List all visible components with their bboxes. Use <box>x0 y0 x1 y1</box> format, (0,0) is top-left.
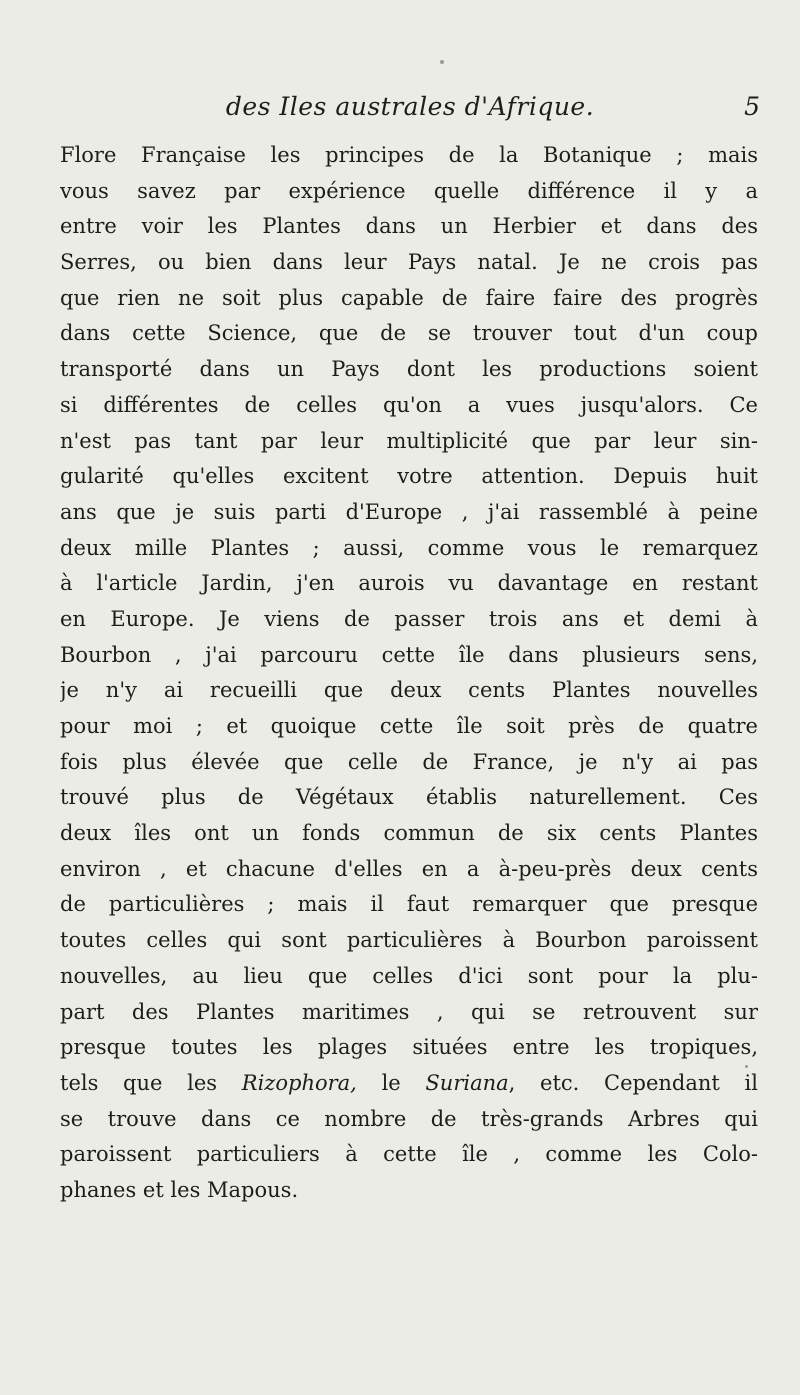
text-line: deux mille Plantes ; aussi, comme vous le remarquez <box>60 535 758 560</box>
body-text <box>60 138 758 1209</box>
running-title: des Iles australes d'Afrique. <box>225 92 595 121</box>
text-line: n'est pas tant par leur multiplicité que par leur sin- <box>60 428 758 453</box>
text-segment: le <box>356 1070 426 1095</box>
paper-speck <box>440 60 444 64</box>
text-line: entre voir les Plantes dans un Herbier et dans des <box>60 214 758 239</box>
text-line-last: phanes et les Mapous. <box>60 1177 299 1202</box>
text-line: en Europe. Je viens de passer trois ans et demi à <box>60 606 758 631</box>
text-line: si différentes de celles qu'on a vues jusqu'alors. Ce <box>60 392 758 417</box>
text-line: se trouve dans ce nombre de très-grands Arbres qui <box>60 1106 758 1131</box>
text-line: vous savez par expérience quelle différence il y a <box>60 178 758 203</box>
text-line: deux îles ont un fonds commun de six cents Plantes <box>60 821 758 846</box>
text-line: ans que je suis parti d'Europe , j'ai rassemblé à peine <box>60 499 758 524</box>
text-line: de particulières ; mais il faut remarquer que presque <box>60 892 758 917</box>
text-line: trouvé plus de Végétaux établis naturellement. Ces <box>60 785 758 810</box>
text-segment: tels que les <box>60 1070 242 1095</box>
running-head <box>60 92 760 132</box>
text-line: Bourbon , j'ai parcouru cette île dans plusieurs sens, <box>60 642 758 667</box>
text-line: paroissent particuliers à cette île , comme les Colo- <box>60 1142 758 1167</box>
text-line: toutes celles qui sont particulières à Bourbon paroissent <box>60 928 758 953</box>
text-line: Flore Française les principes de la Botanique ; mais <box>60 143 758 167</box>
text-segment: , etc. Cependant il <box>508 1070 758 1095</box>
text-line: gularité qu'elles excitent votre attention. Depuis huit <box>60 464 758 489</box>
text-line: que rien ne soit plus capable de faire faire des progrès <box>60 285 758 310</box>
italic-term-rizophora: Rizophora, <box>241 1070 357 1095</box>
text-line: je n'y ai recueilli que deux cents Plantes nouvelles <box>60 678 758 703</box>
text-line: environ , et chacune d'elles en a à-peu-près deux cents <box>60 856 758 881</box>
paper-speck <box>745 1065 748 1068</box>
text-line: nouvelles, au lieu que celles d'ici sont pour la plu- <box>60 963 758 988</box>
text-line: dans cette Science, que de se trouver tout d'un coup <box>60 321 758 346</box>
page-number: 5 <box>744 92 760 121</box>
text-line: pour moi ; et quoique cette île soit près de quatre <box>60 714 758 738</box>
text-line: presque toutes les plages situées entre les tropiques, <box>60 1035 758 1060</box>
italic-term-suriana: Suriana <box>425 1070 509 1095</box>
text-line: à l'article Jardin, j'en aurois vu davantage en restant <box>60 571 758 596</box>
text-line: fois plus élevée que celle de France, je n'y ai pas <box>60 749 758 774</box>
text-line: Serres, ou bien dans leur Pays natal. Je ne crois pas <box>60 250 758 275</box>
text-line: part des Plantes maritimes , qui se retrouvent sur <box>60 999 758 1024</box>
text-line: transporté dans un Pays dont les productions soient <box>60 357 758 382</box>
text-line-with-italics <box>60 1066 758 1102</box>
